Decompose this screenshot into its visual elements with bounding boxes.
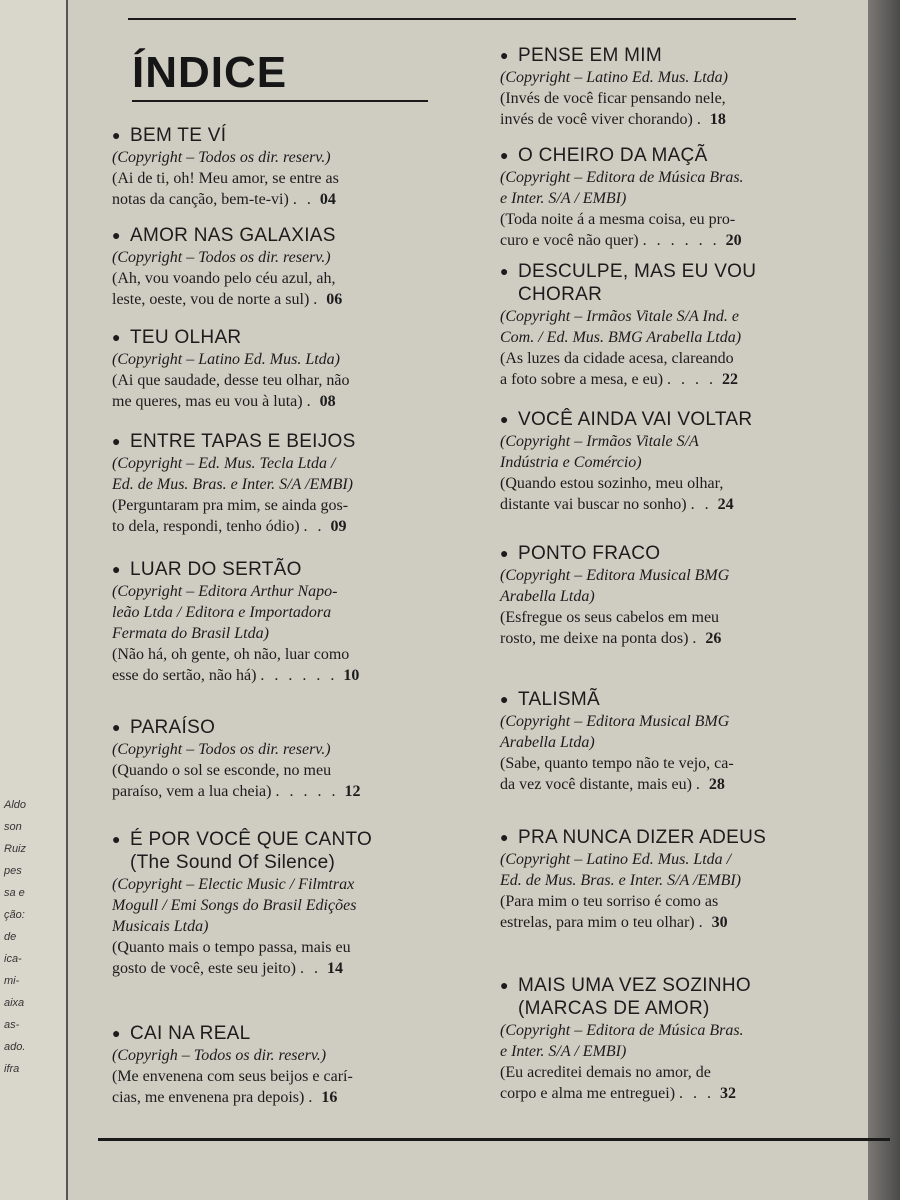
index-entry — [500, 144, 878, 251]
copyright-line: Mogull / Emi Songs do Brasil Edições — [112, 897, 357, 914]
bullet-icon: ● — [500, 829, 509, 845]
entry-title-block — [518, 688, 600, 711]
lyric-line: (Me envenena com seus beijos e carí- — [112, 1068, 353, 1085]
title-underline — [132, 100, 428, 102]
lyric-line: (Esfregue os seus cabelos em meu — [500, 609, 720, 626]
lyric-line — [112, 391, 442, 412]
index-entry — [112, 558, 442, 686]
leader-dots: . . . — [679, 1085, 715, 1102]
leader-dots: . — [306, 393, 314, 410]
lyric-text: rosto, me deixe na ponta dos) — [500, 630, 693, 647]
bullet-icon: ● — [500, 977, 509, 993]
facing-page-text-fragment: as- — [4, 1019, 20, 1031]
entry-heading — [112, 828, 442, 874]
page-number: 06 — [326, 291, 343, 308]
song-title-continued: (The Sound Of Silence) — [130, 852, 336, 873]
lyric-line: (Quando estou sozinho, meu olhar, — [500, 475, 724, 492]
song-title: É POR VOCÊ QUE CANTO — [130, 829, 373, 850]
entry-heading — [500, 408, 878, 431]
entry-title-block — [518, 260, 756, 306]
song-title: PENSE EM MIM — [518, 45, 663, 66]
entry-title-block — [130, 828, 372, 874]
entry-heading — [500, 44, 878, 67]
facing-page-text-fragment: Aldo — [4, 799, 27, 811]
song-title: LUAR DO SERTÃO — [130, 559, 302, 580]
entry-heading — [500, 260, 878, 306]
entry-heading — [112, 326, 442, 349]
lyric-line: (Ai que saudade, desse teu olhar, não — [112, 372, 350, 389]
leader-dots: . . . . . . — [642, 232, 720, 249]
facing-page-text-fragment: Ruiz — [4, 843, 27, 855]
song-title: DESCULPE, MAS EU VOU — [518, 261, 757, 282]
lyric-text: curo e você não quer) — [500, 232, 643, 249]
page-number: 32 — [720, 1085, 737, 1102]
entry-title-block — [518, 542, 660, 565]
bullet-icon: ● — [112, 561, 121, 577]
lyric-text: paraíso, vem a lua cheia) — [112, 783, 276, 800]
lyric-text: esse do sertão, não há) — [112, 667, 261, 684]
entry-title-block — [130, 430, 356, 453]
leader-dots: . . . . . . — [260, 667, 338, 684]
bullet-icon: ● — [500, 47, 509, 63]
entry-heading — [500, 144, 878, 167]
song-title: ENTRE TAPAS E BEIJOS — [130, 431, 356, 452]
copyright-line: (Copyright – Electic Music / Filmtrax — [112, 876, 355, 893]
lyric-line — [500, 230, 878, 251]
index-entry — [112, 224, 442, 310]
index-entry — [500, 826, 878, 933]
index-entry — [112, 716, 442, 802]
entry-heading — [112, 224, 442, 247]
page-number: 20 — [725, 232, 742, 249]
song-title: TEU OLHAR — [130, 327, 242, 348]
leader-dots: . . — [303, 518, 325, 535]
page-number: 28 — [708, 776, 725, 793]
lyric-line: (Perguntaram pra mim, se ainda gos- — [112, 497, 349, 514]
page-number: 18 — [709, 111, 726, 128]
lyric-text: invés de você viver chorando) — [500, 111, 697, 128]
lyric-text: da vez você distante, mais eu) — [500, 776, 696, 793]
entry-heading — [112, 716, 442, 739]
leader-dots: . — [308, 1089, 316, 1106]
entry-heading — [112, 124, 442, 147]
copyright-line: leão Ltda / Editora e Importadora — [112, 604, 332, 621]
lyric-text: gosto de você, este seu jeito) — [112, 960, 300, 977]
bullet-icon: ● — [112, 719, 121, 735]
index-entry — [500, 408, 878, 515]
entry-title-block — [518, 144, 708, 167]
copyright-line: (Copyright – Editora de Música Bras. — [500, 169, 744, 186]
lyric-line — [112, 516, 442, 537]
adjacent-page-edge — [0, 0, 68, 1200]
copyright-line: (Copyright – Todos os dir. reserv.) — [112, 149, 331, 166]
entry-title-block — [130, 1022, 251, 1045]
lyric-text: a foto sobre a mesa, e eu) — [500, 371, 668, 388]
entry-heading — [500, 542, 878, 565]
lyric-line — [500, 369, 878, 390]
copyright-line: Musicais Ltda) — [112, 918, 209, 935]
lyric-line — [500, 109, 878, 130]
page-number: 22 — [722, 371, 739, 388]
song-title: PRA NUNCA DIZER ADEUS — [518, 827, 767, 848]
song-title: O CHEIRO DA MAÇÃ — [518, 145, 708, 166]
index-entry — [500, 260, 878, 390]
lyric-line — [500, 628, 878, 649]
bullet-icon: ● — [500, 411, 509, 427]
entry-heading — [500, 688, 878, 711]
lyric-line — [112, 781, 442, 802]
entry-heading — [112, 1022, 442, 1045]
lyric-text: distante vai buscar no sonho) — [500, 496, 691, 513]
page-number: 04 — [319, 191, 336, 208]
entry-heading — [500, 826, 878, 849]
facing-page-text-fragment: son — [4, 821, 22, 833]
page-number: 12 — [344, 783, 361, 800]
copyright-line: Ed. de Mus. Bras. e Inter. S/A /EMBI) — [500, 872, 741, 889]
lyric-line: (Sabe, quanto tempo não te vejo, ca- — [500, 755, 734, 772]
entry-title-block — [130, 716, 215, 739]
entry-heading — [112, 430, 442, 453]
copyright-line: Arabella Ltda) — [500, 734, 595, 751]
copyright-line: (Copyright – Ed. Mus. Tecla Ltda / — [112, 455, 336, 472]
page-number: 30 — [711, 914, 728, 931]
index-entry — [112, 124, 442, 210]
copyright-line: (Copyright – Latino Ed. Mus. Ltda) — [112, 351, 341, 368]
leader-dots: . — [695, 776, 703, 793]
facing-page-text-fragment: mi- — [4, 975, 20, 987]
bullet-icon: ● — [500, 263, 509, 279]
bullet-icon: ● — [112, 329, 121, 345]
lyric-line — [500, 494, 878, 515]
facing-page-text-fragment: ica- — [4, 953, 22, 965]
bullet-icon: ● — [500, 545, 509, 561]
song-title: VOCÊ AINDA VAI VOLTAR — [518, 409, 753, 430]
song-title: PONTO FRACO — [518, 543, 661, 564]
copyright-line: (Copyright – Todos os dir. reserv.) — [112, 741, 331, 758]
copyright-line: e Inter. S/A / EMBI) — [500, 190, 627, 207]
page-number: 14 — [326, 960, 343, 977]
facing-page-text-fragment: ado. — [4, 1041, 26, 1053]
index-entry — [112, 430, 442, 537]
copyright-line: Com. / Ed. Mus. BMG Arabella Ltda) — [500, 329, 742, 346]
leader-dots: . . — [690, 496, 712, 513]
lyric-line: (Não há, oh gente, oh não, luar como — [112, 646, 350, 663]
lyric-line: (Eu acreditei demais no amor, de — [500, 1064, 711, 1081]
lyric-line: (Para mim o teu sorriso é como as — [500, 893, 719, 910]
leader-dots: . . . . — [667, 371, 717, 388]
bullet-icon: ● — [112, 1025, 121, 1041]
lyric-line: (As luzes da cidade acesa, clareando — [500, 350, 734, 367]
song-title: MAIS UMA VEZ SOZINHO — [518, 975, 751, 996]
index-entry — [500, 688, 878, 795]
lyric-line — [500, 912, 878, 933]
lyric-line — [500, 774, 878, 795]
entry-title-block — [130, 326, 241, 349]
entry-title-block — [518, 826, 766, 849]
lyric-text: estrelas, para mim o teu olhar) — [500, 914, 699, 931]
lyric-text: me queres, mas eu vou à luta) — [112, 393, 307, 410]
song-title: AMOR NAS GALAXIAS — [130, 225, 336, 246]
leader-dots: . — [696, 111, 704, 128]
facing-page-text-fragment: ção: — [4, 909, 25, 921]
lyric-line: (Quanto mais o tempo passa, mais eu — [112, 939, 351, 956]
entry-title-block — [130, 124, 226, 147]
entry-title-block — [130, 224, 336, 247]
copyright-line: e Inter. S/A / EMBI) — [500, 1043, 627, 1060]
bullet-icon: ● — [112, 227, 121, 243]
copyright-line: (Copyright – Editora de Música Bras. — [500, 1022, 744, 1039]
copyright-line: Ed. de Mus. Bras. e Inter. S/A /EMBI) — [112, 476, 353, 493]
copyright-line: (Copyright – Todos os dir. reserv.) — [112, 249, 331, 266]
lyric-line — [112, 665, 442, 686]
facing-page-text-fragment: aixa — [4, 997, 25, 1009]
entry-title-block — [130, 558, 302, 581]
entry-heading — [500, 974, 878, 1020]
song-title: CAI NA REAL — [130, 1023, 251, 1044]
lyric-text: leste, oeste, vou de norte a sul) — [112, 291, 314, 308]
facing-page-text-fragment: de — [4, 931, 17, 943]
index-entry — [500, 974, 878, 1104]
index-entry — [112, 828, 442, 979]
copyright-line: (Copyrigh – Todos os dir. reserv.) — [112, 1047, 327, 1064]
lyric-text: cias, me envenena pra depois) — [112, 1089, 309, 1106]
copyright-line: (Copyright – Latino Ed. Mus. Ltda / — [500, 851, 732, 868]
lyric-line: (Invés de você ficar pensando nele, — [500, 90, 726, 107]
leader-dots: . . . . . — [275, 783, 339, 800]
leader-dots: . — [692, 630, 700, 647]
copyright-line: Arabella Ltda) — [500, 588, 595, 605]
page-number: 24 — [717, 496, 734, 513]
page-number: 26 — [705, 630, 722, 647]
bullet-icon: ● — [112, 433, 121, 449]
bullet-icon: ● — [500, 691, 509, 707]
lyric-text: to dela, respondi, tenho ódio) — [112, 518, 304, 535]
copyright-line: Fermata do Brasil Ltda) — [112, 625, 269, 642]
entry-title-block — [518, 44, 662, 67]
facing-page-text-fragment: ifra — [4, 1063, 20, 1075]
leader-dots: . — [313, 291, 321, 308]
song-title: PARAÍSO — [130, 717, 216, 738]
bullet-icon: ● — [112, 831, 121, 847]
page-number: 16 — [321, 1089, 338, 1106]
index-entry — [112, 1022, 442, 1108]
page-number: 10 — [343, 667, 360, 684]
index-entry — [500, 44, 878, 130]
page-number: 08 — [319, 393, 336, 410]
leader-dots: . — [698, 914, 706, 931]
top-rule — [128, 18, 796, 20]
song-title-continued: (MARCAS DE AMOR) — [518, 998, 710, 1019]
lyric-line: (Ah, vou voando pelo céu azul, ah, — [112, 270, 336, 287]
copyright-line: (Copyright – Irmãos Vitale S/A Ind. e — [500, 308, 739, 325]
copyright-line: Indústria e Comércio) — [500, 454, 642, 471]
index-entry — [500, 542, 878, 649]
page-number: 09 — [330, 518, 347, 535]
copyright-line: (Copyright – Latino Ed. Mus. Ltda) — [500, 69, 729, 86]
lyric-line: (Toda noite á a mesma coisa, eu pro- — [500, 211, 736, 228]
facing-page-text-fragment: pes — [4, 865, 22, 877]
lyric-text: corpo e alma me entreguei) — [500, 1085, 680, 1102]
lyric-line — [112, 189, 442, 210]
leader-dots: . . — [299, 960, 321, 977]
copyright-line: (Copyright – Editora Musical BMG — [500, 713, 730, 730]
lyric-line: (Quando o sol se esconde, no meu — [112, 762, 332, 779]
song-title: BEM TE VÍ — [130, 125, 227, 146]
bottom-rule — [98, 1138, 890, 1141]
facing-page-text-fragment: sa e — [4, 887, 25, 899]
copyright-line: (Copyright – Irmãos Vitale S/A — [500, 433, 699, 450]
page-title: ÍNDICE — [132, 48, 288, 97]
lyric-line — [112, 289, 442, 310]
song-title: TALISMÃ — [518, 689, 600, 710]
bullet-icon: ● — [112, 127, 121, 143]
copyright-line: (Copyright – Editora Arthur Napo- — [112, 583, 338, 600]
index-entry — [112, 326, 442, 412]
lyric-text: notas da canção, bem-te-vi) — [112, 191, 293, 208]
entry-heading — [112, 558, 442, 581]
lyric-line — [112, 1087, 442, 1108]
lyric-line: (Ai de ti, oh! Meu amor, se entre as — [112, 170, 339, 187]
song-title-continued: CHORAR — [518, 284, 603, 305]
lyric-line — [500, 1083, 878, 1104]
leader-dots: . . — [292, 191, 314, 208]
copyright-line: (Copyright – Editora Musical BMG — [500, 567, 730, 584]
bullet-icon: ● — [500, 147, 509, 163]
entry-title-block — [518, 408, 752, 431]
entry-title-block — [518, 974, 751, 1020]
lyric-line — [112, 958, 442, 979]
